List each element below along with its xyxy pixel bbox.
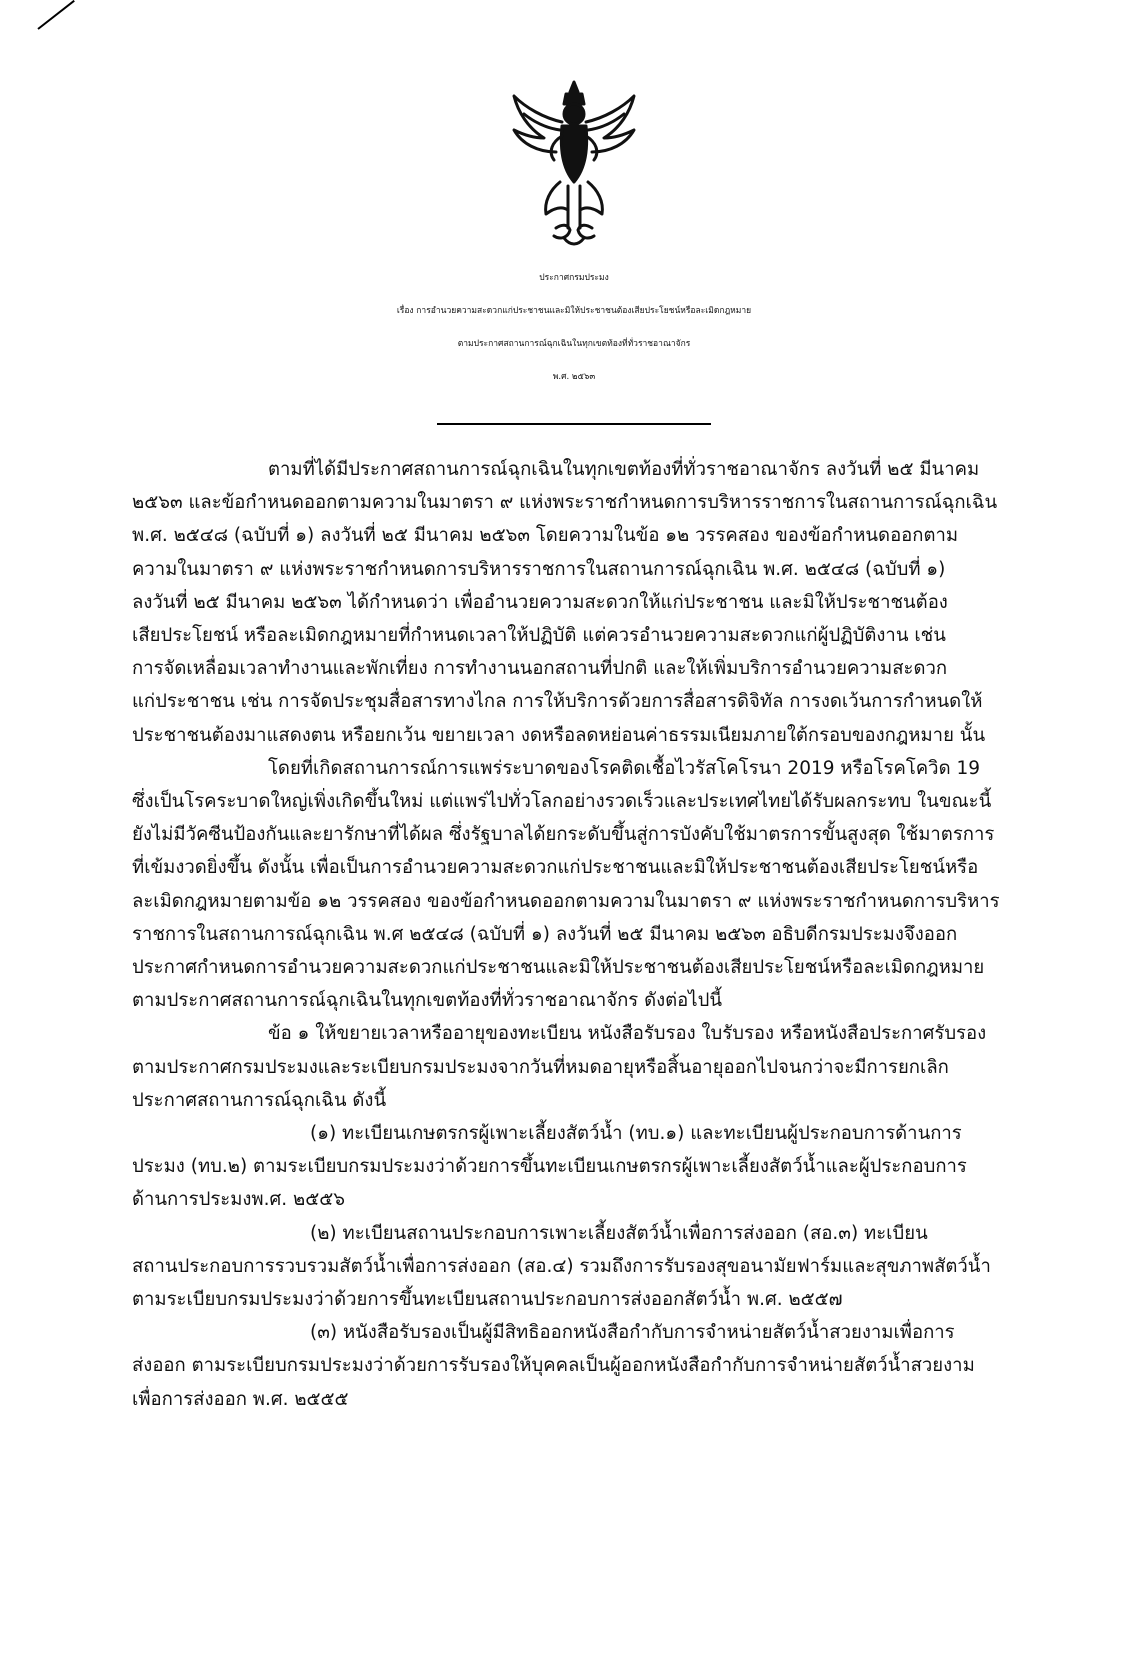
subject-line-2: ตามประกาศสถานการณ์ฉุกเฉินในทุกเขตท้องที่ทั่วราชอาณาจักร (457, 339, 691, 349)
body-line: ซึ่งเป็นโรคระบาดใหญ่เพิ่งเกิดขึ้นใหม่ แต่แพร่ไปทั่วโลกอย่างรวดเร็วและประเทศไทยได้รับผลกระทบ ในขณะนี้ (132, 791, 992, 813)
document-year: พ.ศ. ๒๕๖๓ (552, 372, 596, 382)
body-line: ความในมาตรา ๙ แห่งพระราชกำหนดการบริหารราชการในสถานการณ์ฉุกเฉิน พ.ศ. ๒๕๔๘ (ฉบับที่ ๑) (132, 558, 946, 580)
body-line: ตามที่ได้มีประกาศสถานการณ์ฉุกเฉินในทุกเขตท้องที่ทั่วราชอาณาจักร ลงวันที่ ๒๕ มีนาคม (268, 459, 980, 480)
body-line: ลงวันที่ ๒๕ มีนาคม ๒๕๖๓ ได้กำหนดว่า เพื่ออำนวยความสะดวกให้แก่ประชาชน และมิให้ประชาชนต้อง (132, 591, 948, 613)
pen-stroke-mark (37, 0, 74, 30)
body-line: เสียประโยชน์ หรือละเมิดกฎหมายที่กำหนดเวลาให้ปฏิบัติ แต่ควรอำนวยความสะดวกแก่ผู้ปฏิบัติงาน เช่น (132, 625, 946, 647)
body-line: ประกาศสถานการณ์ฉุกเฉิน ดังนี้ (132, 1089, 387, 1111)
document-title: ประกาศกรมประมง (539, 273, 609, 283)
body-line: การจัดเหลื่อมเวลาทำงานและพักเที่ยง การทำงานนอกสถานที่ปกติ และให้เพิ่มบริการอำนวยความสะดวก (132, 658, 948, 680)
body-line: ด้านการประมงพ.ศ. ๒๕๕๖ (132, 1189, 345, 1211)
body-line: ตามระเบียบกรมประมงว่าด้วยการขึ้นทะเบียนสถานประกอบการส่งออกสัตว์น้ำ พ.ศ. ๒๕๕๗ (132, 1289, 843, 1311)
body-line: ประมง (ทบ.๒) ตามระเบียบกรมประมงว่าด้วยการขึ้นทะเบียนเกษตรกรผู้เพาะเลี้ยงสัตว์น้ำและผู้ประกอบการ (132, 1156, 967, 1178)
garuda-emblem-icon (504, 78, 644, 248)
body-line: สถานประกอบการรวบรวมสัตว์น้ำเพื่อการส่งออก (สอ.๔) รวมถึงการรับรองสุขอนามัยฟาร์มและสุขภาพสัตว์น้ำ (132, 1255, 991, 1277)
body-line: ที่เข้มงวดยิ่งขึ้น ดังนั้น เพื่อเป็นการอำนวยความสะดวกแก่ประชาชนและมิให้ประชาชนต้องเสียประโยชน์หรือ (132, 857, 979, 879)
body-line: ยังไม่มีวัคซีนป้องกันและยารักษาที่ได้ผล ซึ่งรัฐบาลได้ยกระดับขึ้นสู่การบังคับใช้มาตรการขั้นสูงสุด ใช้มาตรการ (132, 824, 995, 846)
body-line: ๒๕๖๓ และข้อกำหนดออกตามความในมาตรา ๙ แห่งพระราชกำหนดการบริหารราชการในสถานการณ์ฉุกเฉิน (132, 492, 998, 514)
body-line: ตามประกาศกรมประมงและระเบียบกรมประมงจากวันที่หมดอายุหรือสิ้นอายุออกไปจนกว่าจะมีการยกเลิก (132, 1056, 949, 1078)
body-line: ละเมิดกฎหมายตามข้อ ๑๒ วรรคสอง ของข้อกำหนดออกตามความในมาตรา ๙ แห่งพระราชกำหนดการบริหาร (132, 890, 1000, 912)
subject-line-1: เรื่อง การอำนวยความสะดวกแก่ประชาชนและมิให้ประชาชนต้องเสียประโยชน์หรือละเมิดกฎหมาย (396, 306, 752, 316)
body-line: ส่งออก ตามระเบียบกรมประมงว่าด้วยการรับรองให้บุคคลเป็นผู้ออกหนังสือกำกับการจำหน่ายสัตว์น้ำสวยงาม (132, 1355, 975, 1377)
body-line: ข้อ ๑ ให้ขยายเวลาหรืออายุของทะเบียน หนังสือรับรอง ใบรับรอง หรือหนังสือประกาศรับรอง (268, 1023, 987, 1045)
body-line: แก่ประชาชน เช่น การจัดประชุมสื่อสารทางไกล การให้บริการด้วยการสื่อสารดิจิทัล การงดเว้นการกำหนดให้ (132, 691, 983, 713)
body-line: (๒) ทะเบียนสถานประกอบการเพาะเลี้ยงสัตว์น้ำเพื่อการส่งออก (สอ.๓) ทะเบียน (310, 1222, 928, 1244)
body-line: พ.ศ. ๒๕๔๘ (ฉบับที่ ๑) ลงวันที่ ๒๕ มีนาคม ๒๕๖๓ โดยความในข้อ ๑๒ วรรคสอง ของข้อกำหนดออกตาม (132, 525, 959, 547)
document-body (132, 453, 1022, 1416)
body-line: (๓) หนังสือรับรองเป็นผู้มีสิทธิออกหนังสือกำกับการจำหน่ายสัตว์น้ำสวยงามเพื่อการ (310, 1322, 955, 1344)
body-line: ตามประกาศสถานการณ์ฉุกเฉินในทุกเขตท้องที่ทั่วราชอาณาจักร ดังต่อไปนี้ (132, 990, 722, 1012)
body-line: (๑) ทะเบียนเกษตรกรผู้เพาะเลี้ยงสัตว์น้ำ (ทบ.๑) และทะเบียนผู้ประกอบการด้านการ (310, 1123, 962, 1145)
body-line: เพื่อการส่งออก พ.ศ. ๒๕๕๕ (132, 1388, 349, 1410)
header-divider (437, 423, 711, 425)
document-header (0, 262, 1148, 394)
body-line: ประกาศกำหนดการอำนวยความสะดวกแก่ประชาชนและมิให้ประชาชนต้องเสียประโยชน์หรือละเมิดกฎหมาย (132, 957, 985, 979)
body-line: ราชการในสถานการณ์ฉุกเฉิน พ.ศ ๒๕๔๘ (ฉบับที่ ๑) ลงวันที่ ๒๕ มีนาคม ๒๕๖๓ อธิบดีกรมประมงจึงออก (132, 923, 958, 945)
body-line: ประชาชนต้องมาแสดงตน หรือยกเว้น ขยายเวลา งดหรือลดหย่อนค่าธรรมเนียมภายใต้กรอบของกฎหมาย นั้น (132, 724, 986, 746)
body-line: โดยที่เกิดสถานการณ์การแพร่ระบาดของโรคติดเชื้อไวรัสโคโรนา 2019 หรือโรคโควิด 19 (268, 757, 981, 779)
